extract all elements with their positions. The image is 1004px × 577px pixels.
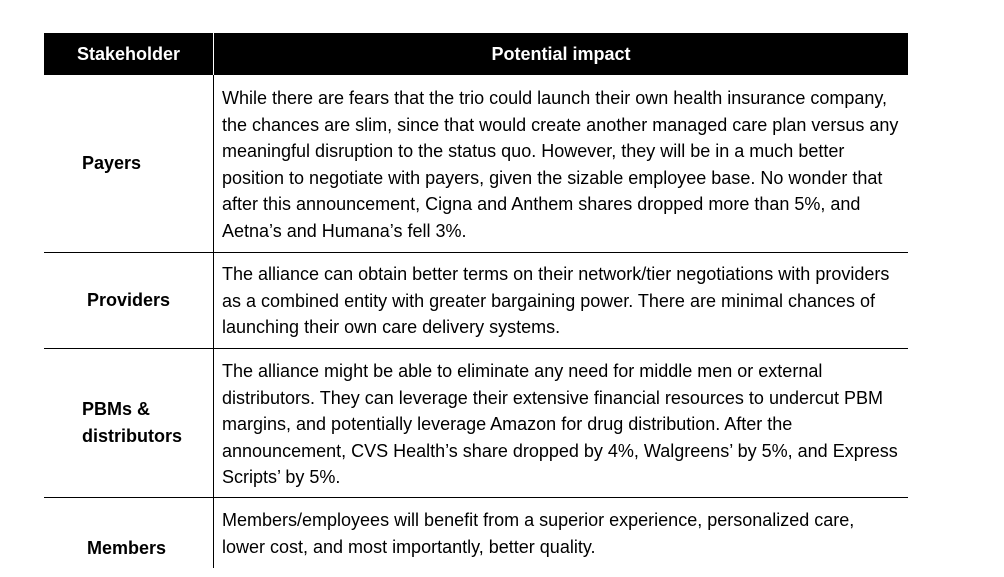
stakeholder-cell: [44, 75, 214, 252]
header-stakeholder: Stakeholder: [44, 33, 214, 75]
impact-cell: Members/employees will benefit from a superior experience, personalized care, lower cost, and most importantly, better quality.: [222, 510, 855, 557]
table-header-row: [44, 33, 908, 75]
impact-cell: The alliance can obtain better terms on their network/tier negotiations with providers as a combined entity with greater bargaining power. There are minimal chances of launching their own care delivery systems.: [222, 264, 890, 338]
impact-cell: The alliance might be able to eliminate any need for middle men or external distributors. They can leverage their extensive financial resources to undercut PBM margins, and potentially leverage Amazon for drug distribution. After the announcement, CVS Health’s share dropped by 4%, Walgreens’ by 5%, and Express Scripts’ by 5%.: [222, 361, 898, 488]
stakeholder-impact-table: [44, 33, 908, 568]
impact-cell: While there are fears that the trio could launch their own health insurance company, the chances are slim, since that would create another managed care plan versus any meaningful disruption to the status quo. However, they will be in a much better position to negotiate with payers, given the sizable employee base. No wonder that after this announcement, Cigna and Anthem shares dropped more than 5%, and Aetna’s and Humana’s fell 3%.: [222, 88, 899, 241]
header-potential-impact: Potential impact: [491, 43, 631, 64]
stakeholder-label: Providers: [87, 290, 171, 310]
stakeholder-cell: [44, 349, 214, 497]
table-row: [44, 253, 908, 349]
table-row: [44, 75, 908, 253]
table-row: [44, 349, 908, 498]
stakeholder-label: Members: [87, 538, 167, 558]
stakeholder-cell: [44, 498, 214, 568]
stakeholder-cell: [44, 253, 214, 348]
stakeholder-label: Payers: [82, 153, 142, 173]
stakeholder-label: PBMs & distributors: [82, 399, 183, 446]
table-row: [44, 498, 908, 568]
